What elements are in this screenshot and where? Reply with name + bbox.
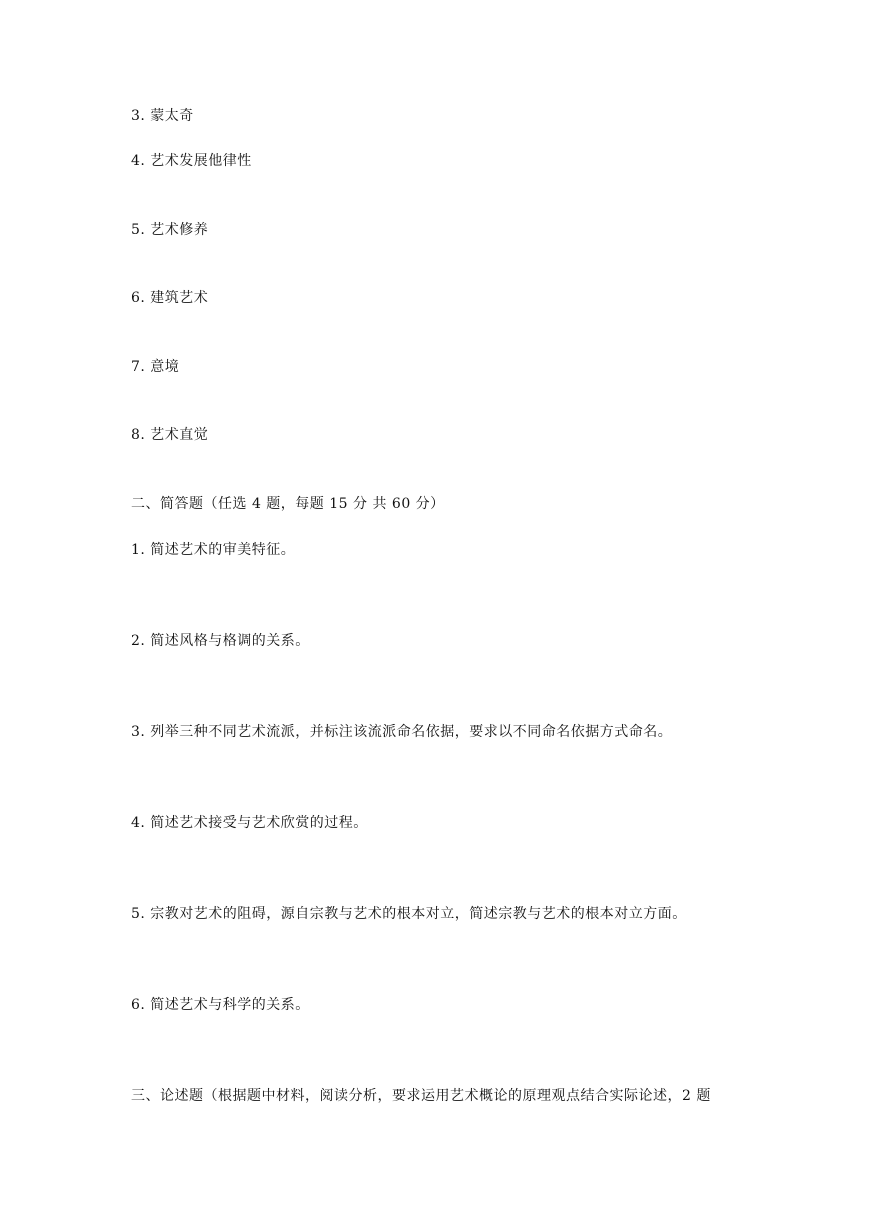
term-item: 7. 意境	[131, 359, 180, 375]
section-heading: 二、简答题（任选 4 题，每题 15 分 共 60 分）	[131, 496, 445, 512]
term-item: 6. 建筑艺术	[131, 290, 209, 306]
term-item: 8. 艺术直觉	[131, 427, 209, 443]
question-item: 2. 简述风格与格调的关系。	[131, 633, 310, 649]
term-item: 3. 蒙太奇	[131, 108, 194, 124]
section-heading: 三、论述题（根据题中材料，阅读分析，要求运用艺术概论的原理观点结合实际论述，2 题	[131, 1088, 711, 1104]
question-item: 4. 简述艺术接受与艺术欣赏的过程。	[131, 815, 368, 831]
term-item: 4. 艺术发展他律性	[131, 153, 252, 169]
question-item: 3. 列举三种不同艺术流派，并标注该流派命名依据，要求以不同命名依据方式命名。	[131, 724, 673, 740]
question-item: 6. 简述艺术与科学的关系。	[131, 997, 310, 1013]
question-item: 5. 宗教对艺术的阻碍，源自宗教与艺术的根本对立，简述宗教与艺术的根本对立方面。	[131, 906, 687, 922]
question-item: 1. 简述艺术的审美特征。	[131, 542, 296, 558]
term-item: 5. 艺术修养	[131, 222, 209, 238]
